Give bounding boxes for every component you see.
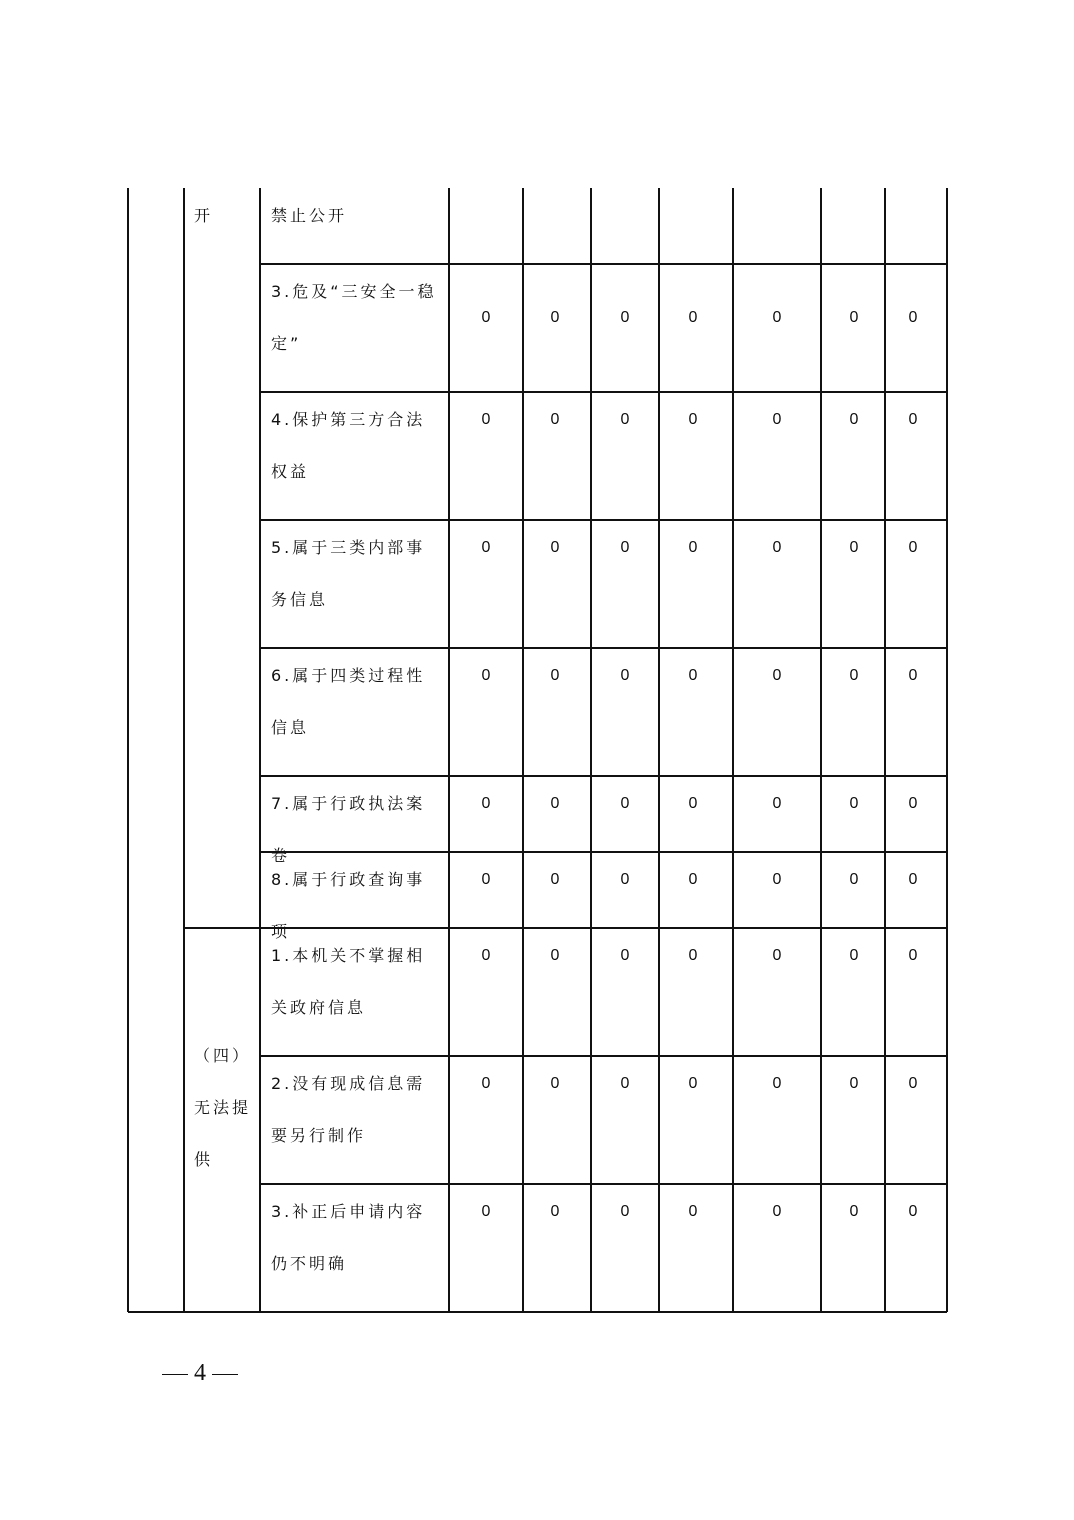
- row-label-2: 4.保护第三方合法权益: [271, 410, 426, 481]
- value-cell: 0: [620, 947, 630, 964]
- row-label-8: 2.没有现成信息需要另行制作: [271, 1074, 426, 1145]
- value-cell: 0: [849, 309, 859, 326]
- value-cell: 0: [620, 871, 630, 888]
- value-cell: 0: [908, 539, 918, 556]
- page-number-value: 4: [194, 1360, 206, 1386]
- value-cell: 0: [772, 667, 782, 684]
- category-open-tail: 开: [194, 206, 214, 225]
- value-cell: 0: [688, 539, 698, 556]
- value-cell: 0: [908, 947, 918, 964]
- value-cell: 0: [849, 667, 859, 684]
- value-cell: 0: [772, 871, 782, 888]
- value-cell: 0: [550, 667, 560, 684]
- row-label-0: 禁止公开: [271, 206, 348, 225]
- value-cell: 0: [908, 411, 918, 428]
- value-cell: 0: [849, 1075, 859, 1092]
- value-cell: 0: [849, 1203, 859, 1220]
- value-cell: 0: [481, 1075, 491, 1092]
- page-number: [156, 1360, 244, 1387]
- value-cell: 0: [772, 1203, 782, 1220]
- value-cell: 0: [688, 1203, 698, 1220]
- value-cell: 0: [550, 1075, 560, 1092]
- value-cell: 0: [481, 309, 491, 326]
- value-cell: 0: [481, 795, 491, 812]
- value-cell: 0: [908, 871, 918, 888]
- value-cell: 0: [620, 667, 630, 684]
- value-cell: 0: [620, 539, 630, 556]
- value-cell: 0: [620, 411, 630, 428]
- value-cell: 0: [849, 539, 859, 556]
- value-cell: 0: [481, 871, 491, 888]
- row-label-6: 8.属于行政查询事项: [271, 870, 426, 941]
- value-cell: 0: [688, 1075, 698, 1092]
- row-label-1: 3.危及“三安全一稳定”: [271, 282, 437, 353]
- value-cell: 0: [772, 309, 782, 326]
- value-cell: 0: [849, 871, 859, 888]
- value-cell: 0: [908, 795, 918, 812]
- value-cell: 0: [620, 1203, 630, 1220]
- value-cell: 0: [688, 667, 698, 684]
- value-cell: 0: [772, 947, 782, 964]
- value-cell: 0: [550, 795, 560, 812]
- value-cell: 0: [481, 411, 491, 428]
- value-cell: 0: [849, 947, 859, 964]
- value-cell: 0: [688, 871, 698, 888]
- value-cell: 0: [688, 411, 698, 428]
- value-cell: 0: [688, 947, 698, 964]
- value-cell: 0: [688, 309, 698, 326]
- page-number-dash-left: [162, 1374, 188, 1375]
- value-cell: 0: [481, 539, 491, 556]
- row-label-9: 3.补正后申请内容仍不明确: [271, 1202, 426, 1273]
- value-cell: 0: [481, 947, 491, 964]
- value-cell: 0: [550, 871, 560, 888]
- value-cell: 0: [908, 1075, 918, 1092]
- value-cell: 0: [481, 667, 491, 684]
- value-cell: 0: [908, 1203, 918, 1220]
- value-cell: 0: [908, 309, 918, 326]
- value-cell: 0: [620, 309, 630, 326]
- value-cell: 0: [772, 1075, 782, 1092]
- value-cell: 0: [620, 1075, 630, 1092]
- value-cell: 0: [772, 795, 782, 812]
- value-cell: 0: [849, 411, 859, 428]
- row-label-7: 1.本机关不掌握相关政府信息: [271, 946, 426, 1017]
- value-cell: 0: [688, 795, 698, 812]
- value-cell: 0: [481, 1203, 491, 1220]
- value-cell: 0: [908, 667, 918, 684]
- value-cell: 0: [620, 795, 630, 812]
- value-cell: 0: [550, 411, 560, 428]
- value-cell: 0: [550, 309, 560, 326]
- value-cell: 0: [772, 411, 782, 428]
- category-no-provide: （四） 无法提 供: [194, 1046, 252, 1169]
- row-label-5: 7.属于行政执法案卷: [271, 794, 426, 865]
- row-label-3: 5.属于三类内部事务信息: [271, 538, 426, 609]
- page-number-dash-right: [212, 1374, 238, 1375]
- row-label-4: 6.属于四类过程性信息: [271, 666, 426, 737]
- value-cell: 0: [772, 539, 782, 556]
- value-cell: 0: [550, 1203, 560, 1220]
- value-cell: 0: [550, 947, 560, 964]
- value-cell: 0: [849, 795, 859, 812]
- value-cell: 0: [550, 539, 560, 556]
